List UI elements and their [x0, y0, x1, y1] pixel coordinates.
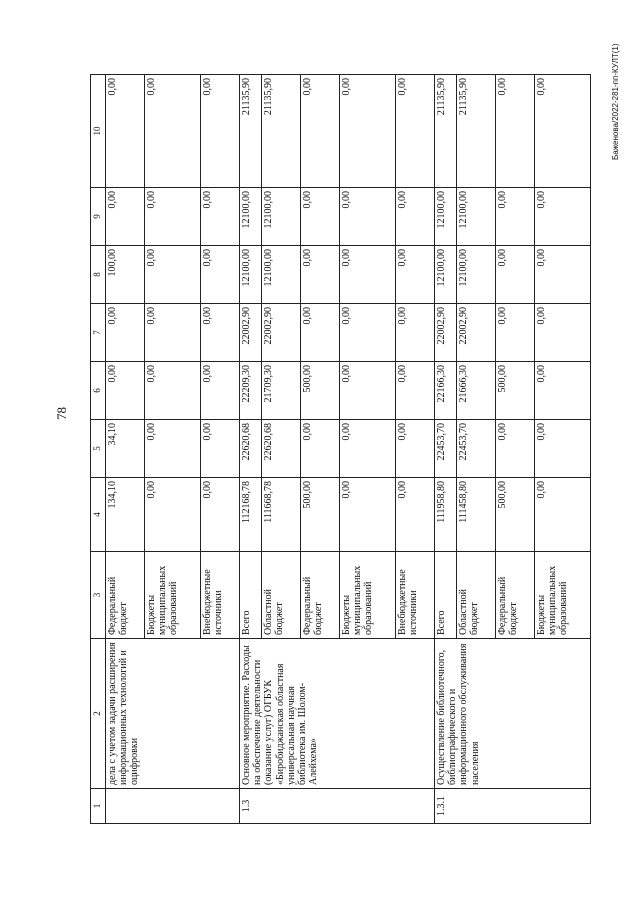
amount-cell: 12100,00 — [261, 246, 300, 304]
item-code: 1.3.1 — [434, 789, 590, 824]
amount-cell: 12100,00 — [261, 188, 300, 246]
amount-cell: 0,00 — [495, 246, 534, 304]
amount-cell: 21709,30 — [261, 362, 300, 420]
amount-cell: 0,00 — [339, 478, 395, 552]
amount-cell: 500,00 — [300, 362, 339, 420]
amount-cell: 0,00 — [396, 246, 435, 304]
amount-cell: 0,00 — [396, 304, 435, 362]
amount-cell: 21666,30 — [456, 362, 495, 420]
amount-cell: 21135,90 — [240, 75, 262, 188]
funding-source: Бюджеты муниципальных образований — [339, 552, 395, 639]
col-header: 9 — [91, 188, 106, 246]
amount-cell: 0,00 — [339, 75, 395, 188]
amount-cell: 0,00 — [339, 246, 395, 304]
amount-cell: 0,00 — [201, 478, 240, 552]
amount-cell: 134,10 — [106, 478, 145, 552]
amount-cell: 0,00 — [396, 75, 435, 188]
amount-cell: 0,00 — [339, 362, 395, 420]
amount-cell: 22002,90 — [261, 304, 300, 362]
amount-cell: 21135,90 — [434, 75, 456, 188]
amount-cell: 22209,30 — [240, 362, 262, 420]
amount-cell: 0,00 — [144, 420, 200, 478]
amount-cell: 0,00 — [144, 362, 200, 420]
col-header: 4 — [91, 478, 106, 552]
amount-cell: 0,00 — [106, 75, 145, 188]
funding-source: Внебюджетные источники — [396, 552, 435, 639]
amount-cell: 0,00 — [339, 304, 395, 362]
budget-table — [90, 74, 591, 824]
amount-cell: 22620,68 — [261, 420, 300, 478]
amount-cell: 22002,90 — [456, 304, 495, 362]
funding-source: Всего — [240, 552, 262, 639]
amount-cell: 0,00 — [106, 362, 145, 420]
funding-source: Федеральный бюджет — [106, 552, 145, 639]
funding-source: Областной бюджет — [261, 552, 300, 639]
amount-cell: 0,00 — [534, 362, 590, 420]
amount-cell: 0,00 — [144, 188, 200, 246]
amount-cell: 12100,00 — [240, 246, 262, 304]
amount-cell: 0,00 — [396, 188, 435, 246]
funding-source: Всего — [434, 552, 456, 639]
amount-cell: 34,10 — [106, 420, 145, 478]
amount-cell: 0,00 — [201, 304, 240, 362]
amount-cell: 0,00 — [534, 246, 590, 304]
amount-cell: 22453,70 — [456, 420, 495, 478]
amount-cell: 0,00 — [144, 75, 200, 188]
col-header: 10 — [91, 75, 106, 188]
item-code — [106, 789, 240, 824]
amount-cell: 0,00 — [300, 75, 339, 188]
funding-source: Бюджеты муниципальных образований — [534, 552, 590, 639]
amount-cell: 0,00 — [144, 246, 200, 304]
table-row — [434, 75, 456, 824]
amount-cell: 0,00 — [201, 75, 240, 188]
amount-cell: 0,00 — [396, 478, 435, 552]
col-header: 5 — [91, 420, 106, 478]
amount-cell: 0,00 — [201, 246, 240, 304]
amount-cell: 0,00 — [534, 478, 590, 552]
amount-cell: 0,00 — [534, 75, 590, 188]
footer-doc-id: Баженова/2022-281-пп-КУЛТ(1) — [611, 43, 620, 160]
amount-cell: 500,00 — [495, 478, 534, 552]
amount-cell: 0,00 — [144, 478, 200, 552]
item-name: Основное мероприятие. Расходы на обеспечение деятельности (оказание услуг) ОГБУК «Биробиджанская областная универсальная научная библиотека им. Шолом-Алейхема» — [240, 639, 435, 789]
table-body — [106, 75, 591, 824]
amount-cell: 0,00 — [300, 188, 339, 246]
table-row — [240, 75, 262, 824]
rotated-table-container — [90, 75, 591, 824]
amount-cell: 0,00 — [396, 420, 435, 478]
amount-cell: 12100,00 — [434, 188, 456, 246]
amount-cell: 0,00 — [495, 420, 534, 478]
funding-source: Федеральный бюджет — [495, 552, 534, 639]
col-header: 7 — [91, 304, 106, 362]
page-number: 78 — [54, 407, 69, 420]
amount-cell: 22620,68 — [240, 420, 262, 478]
col-header: 1 — [91, 789, 106, 824]
funding-source: Федеральный бюджет — [300, 552, 339, 639]
amount-cell: 0,00 — [495, 75, 534, 188]
amount-cell: 112168,78 — [240, 478, 262, 552]
amount-cell: 12100,00 — [456, 188, 495, 246]
amount-cell: 12100,00 — [456, 246, 495, 304]
amount-cell: 22002,90 — [434, 304, 456, 362]
amount-cell: 0,00 — [300, 304, 339, 362]
amount-cell: 12100,00 — [240, 188, 262, 246]
amount-cell: 21135,90 — [261, 75, 300, 188]
amount-cell: 500,00 — [300, 478, 339, 552]
funding-source: Бюджеты муниципальных образований — [144, 552, 200, 639]
amount-cell: 0,00 — [339, 188, 395, 246]
column-number-row — [91, 75, 106, 824]
item-name: Осуществление библиотечного, библиографического и информационного обслуживания населения — [434, 639, 590, 789]
amount-cell: 0,00 — [339, 420, 395, 478]
funding-source: Областной бюджет — [456, 552, 495, 639]
amount-cell: 22453,70 — [434, 420, 456, 478]
amount-cell: 0,00 — [534, 188, 590, 246]
amount-cell: 21135,90 — [456, 75, 495, 188]
amount-cell: 111458,80 — [456, 478, 495, 552]
amount-cell: 22002,90 — [240, 304, 262, 362]
amount-cell: 111668,78 — [261, 478, 300, 552]
amount-cell: 111958,80 — [434, 478, 456, 552]
col-header: 3 — [91, 552, 106, 639]
amount-cell: 0,00 — [201, 420, 240, 478]
amount-cell: 22166,30 — [434, 362, 456, 420]
table-row — [106, 75, 145, 824]
amount-cell: 0,00 — [201, 362, 240, 420]
amount-cell: 0,00 — [300, 246, 339, 304]
amount-cell: 500,00 — [495, 362, 534, 420]
amount-cell: 0,00 — [495, 304, 534, 362]
amount-cell: 0,00 — [106, 188, 145, 246]
amount-cell: 100,00 — [106, 246, 145, 304]
amount-cell: 0,00 — [106, 304, 145, 362]
amount-cell: 0,00 — [396, 362, 435, 420]
amount-cell: 0,00 — [201, 188, 240, 246]
amount-cell: 12100,00 — [434, 246, 456, 304]
item-code: 1.3 — [240, 789, 435, 824]
amount-cell: 0,00 — [300, 420, 339, 478]
col-header: 8 — [91, 246, 106, 304]
funding-source: Внебюджетные источники — [201, 552, 240, 639]
amount-cell: 0,00 — [534, 304, 590, 362]
col-header: 6 — [91, 362, 106, 420]
col-header: 2 — [91, 639, 106, 789]
amount-cell: 0,00 — [144, 304, 200, 362]
item-name: дела с учетом задачи расширения информационных технологий и оцифровки — [106, 639, 240, 789]
amount-cell: 0,00 — [534, 420, 590, 478]
amount-cell: 0,00 — [495, 188, 534, 246]
